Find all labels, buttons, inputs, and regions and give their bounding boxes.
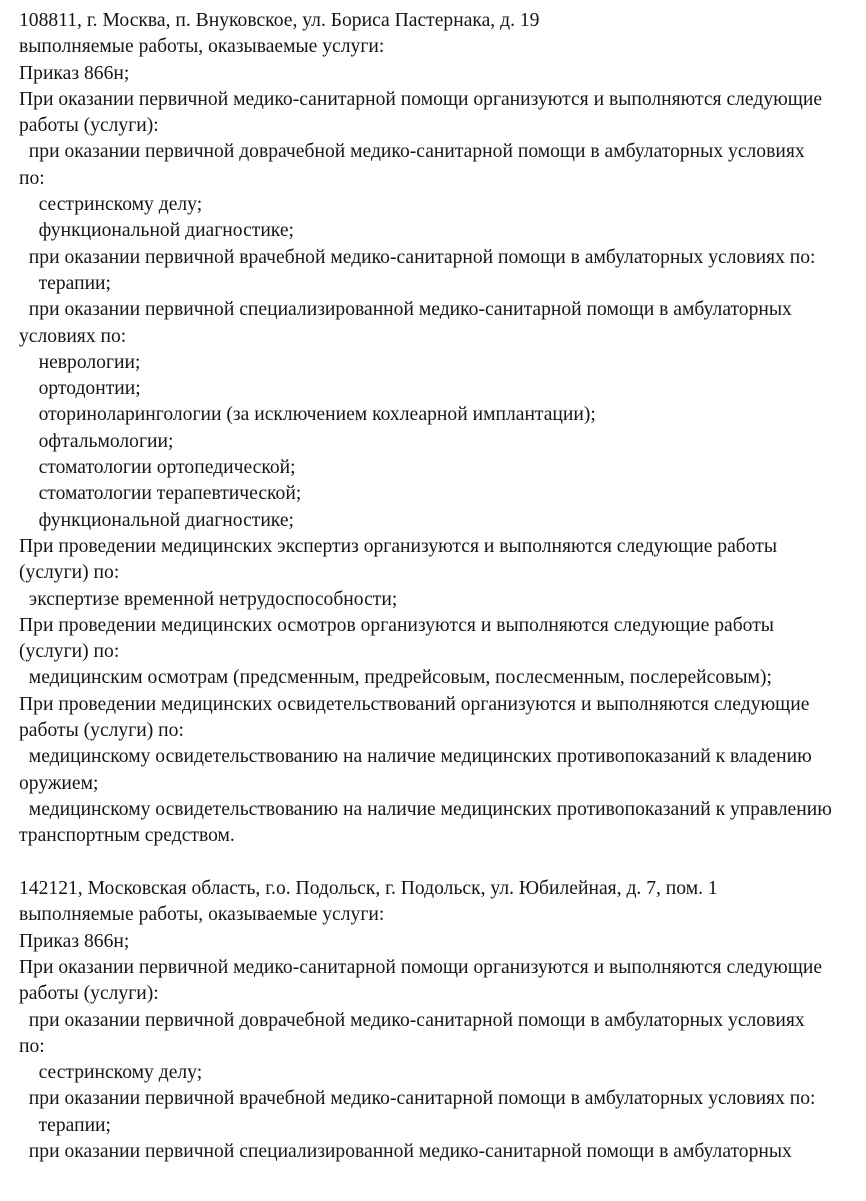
- text-line: терапии;: [19, 1114, 111, 1136]
- text-line: функциональной диагностике;: [19, 220, 294, 242]
- text-line: по:: [19, 167, 45, 189]
- text-line: при оказании первичной специализированной медико-санитарной помощи в амбулаторных: [19, 299, 792, 321]
- text-line: работы (услуги) по:: [19, 720, 184, 742]
- location-section-1: [19, 8, 849, 850]
- text-line: При оказании первичной медико-санитарной помощи организуются и выполняются следующие: [19, 88, 823, 110]
- text-line: При проведении медицинских осмотров организуются и выполняются следующие работы: [19, 614, 774, 636]
- text-line: транспортным средством.: [19, 825, 235, 847]
- text-line: При оказании первичной медико-санитарной помощи организуются и выполняются следующие: [19, 956, 823, 978]
- text-line: при оказании первичной специализированной медико-санитарной помощи в амбулаторных: [19, 1141, 792, 1163]
- text-line: При проведении медицинских экспертиз организуются и выполняются следующие работы: [19, 535, 778, 557]
- text-line: (услуги) по:: [19, 641, 120, 663]
- text-line: офтальмологии;: [19, 430, 174, 452]
- text-line: экспертизе временной нетрудоспособности;: [19, 588, 398, 610]
- text-line: оружием;: [19, 772, 99, 794]
- text-line: при оказании первичной врачебной медико-санитарной помощи в амбулаторных условиях по:: [19, 246, 816, 268]
- text-line: выполняемые работы, оказываемые услуги:: [19, 904, 385, 926]
- text-line: сестринскому делу;: [19, 194, 203, 216]
- text-line: по:: [19, 1035, 45, 1057]
- text-line: сестринскому делу;: [19, 1062, 203, 1084]
- text-line: (услуги) по:: [19, 562, 120, 584]
- location-section-2: [19, 876, 849, 1165]
- text-line: условиях по:: [19, 325, 127, 347]
- text-line: медицинскому освидетельствованию на наличие медицинских противопоказаний к управлению: [19, 798, 832, 820]
- text-line: ортодонтии;: [19, 378, 141, 400]
- text-line: стоматологии ортопедической;: [19, 457, 296, 479]
- text-line: функциональной диагностике;: [19, 509, 294, 531]
- text-line: выполняемые работы, оказываемые услуги:: [19, 36, 385, 58]
- text-line: работы (услуги):: [19, 983, 159, 1005]
- license-document: [19, 8, 849, 1165]
- text-line: медицинским осмотрам (предсменным, предрейсовым, послесменным, послерейсовым);: [19, 667, 772, 689]
- text-line: терапии;: [19, 272, 111, 294]
- text-line: при оказании первичной врачебной медико-санитарной помощи в амбулаторных условиях по:: [19, 1088, 816, 1110]
- text-line: при оказании первичной доврачебной медико-санитарной помощи в амбулаторных условиях: [19, 141, 805, 163]
- text-line: медицинскому освидетельствованию на наличие медицинских противопоказаний к владению: [19, 746, 812, 768]
- section-spacer: [19, 850, 849, 877]
- address-line: 142121, Московская область, г.о. Подольск, г. Подольск, ул. Юбилейная, д. 7, пом. 1: [19, 878, 718, 900]
- text-line: стоматологии терапевтической;: [19, 483, 302, 505]
- address-line: 108811, г. Москва, п. Внуковское, ул. Бориса Пастернака, д. 19: [19, 10, 540, 31]
- text-line: при оказании первичной доврачебной медико-санитарной помощи в амбулаторных условиях: [19, 1009, 805, 1031]
- text-line: При проведении медицинских освидетельствований организуются и выполняются следующие: [19, 693, 810, 715]
- text-line: оториноларингологии (за исключением кохлеарной имплантации);: [19, 404, 596, 426]
- text-line: работы (услуги):: [19, 115, 159, 137]
- text-line: Приказ 866н;: [19, 930, 130, 952]
- text-line: Приказ 866н;: [19, 62, 130, 84]
- text-line: неврологии;: [19, 351, 141, 373]
